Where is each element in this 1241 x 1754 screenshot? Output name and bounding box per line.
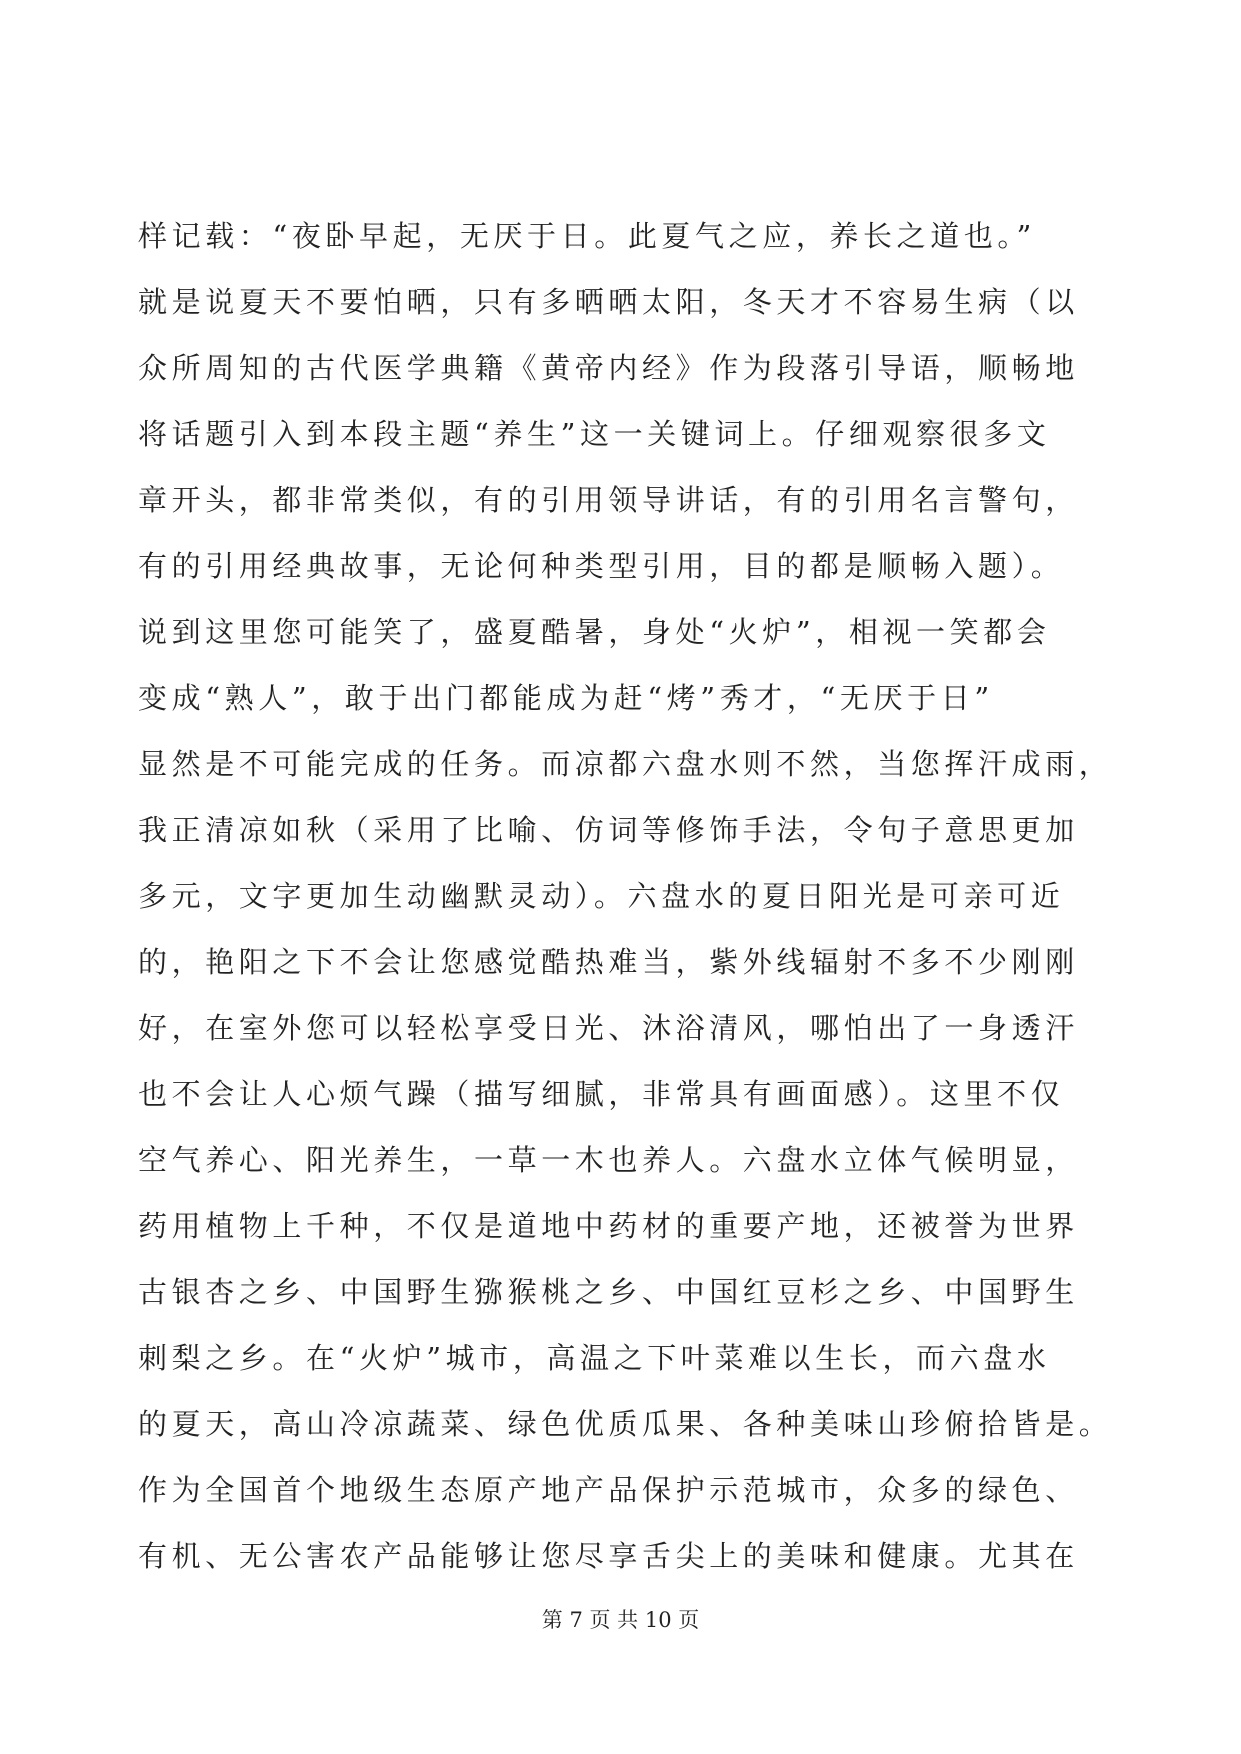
text-line: 有机、无公害农产品能够让您尽享舌尖上的美味和健康。尤其在 (138, 1539, 1079, 1573)
text-line: 就是说夏天不要怕晒，只有多晒晒太阳，冬天才不容易生病（以 (138, 285, 1079, 319)
text-line: 显然是不可能完成的任务。而凉都六盘水则不然，当您挥汗成雨， (138, 747, 1113, 781)
text-line: 古银杏之乡、中国野生猕猴桃之乡、中国红豆杉之乡、中国野生 (138, 1275, 1079, 1309)
text-line: 的，艳阳之下不会让您感觉酷热难当，紫外线辐射不多不少刚刚 (138, 945, 1079, 979)
text-line: 样记载：“夜卧早起，无厌于日。此夏气之应，养长之道也。” (138, 219, 1036, 253)
text-line: 章开头，都非常类似，有的引用领导讲话，有的引用名言警句， (138, 483, 1079, 517)
text-line: 将话题引入到本段主题“养生”这一关键词上。仔细观察很多文 (138, 417, 1051, 451)
text-line: 好，在室外您可以轻松享受日光、沐浴清风，哪怕出了一身透汗 (138, 1011, 1079, 1045)
text-line: 众所周知的古代医学典籍《黄帝内经》作为段落引导语，顺畅地 (138, 351, 1079, 385)
text-line: 作为全国首个地级生态原产地产品保护示范城市，众多的绿色、 (138, 1473, 1079, 1507)
body-text (138, 203, 1113, 1589)
text-line: 药用植物上千种，不仅是道地中药材的重要产地，还被誉为世界 (138, 1209, 1079, 1243)
text-line: 说到这里您可能笑了，盛夏酷暑，身处“火炉”，相视一笑都会 (138, 615, 1051, 649)
text-line: 也不会让人心烦气躁（描写细腻，非常具有画面感）。这里不仅 (138, 1077, 1065, 1111)
text-line: 多元，文字更加生动幽默灵动）。六盘水的夏日阳光是可亲可近 (138, 879, 1065, 913)
text-line: 有的引用经典故事，无论何种类型引用，目的都是顺畅入题）。 (138, 549, 1065, 583)
text-line: 我正清凉如秋（采用了比喻、仿词等修饰手法，令句子意思更加 (138, 813, 1079, 847)
text-line: 刺梨之乡。在“火炉”城市，高温之下叶菜难以生长，而六盘水 (138, 1341, 1051, 1375)
text-line: 空气养心、阳光养生，一草一木也养人。六盘水立体气候明显， (138, 1143, 1079, 1177)
page-number-footer: 第 7 页 共 10 页 (541, 1608, 700, 1632)
text-line: 变成“熟人”，敢于出门都能成为赶“烤”秀才，“无厌于日” (138, 681, 994, 715)
text-line: 的夏天，高山冷凉蔬菜、绿色优质瓜果、各种美味山珍俯拾皆是。 (138, 1407, 1113, 1441)
